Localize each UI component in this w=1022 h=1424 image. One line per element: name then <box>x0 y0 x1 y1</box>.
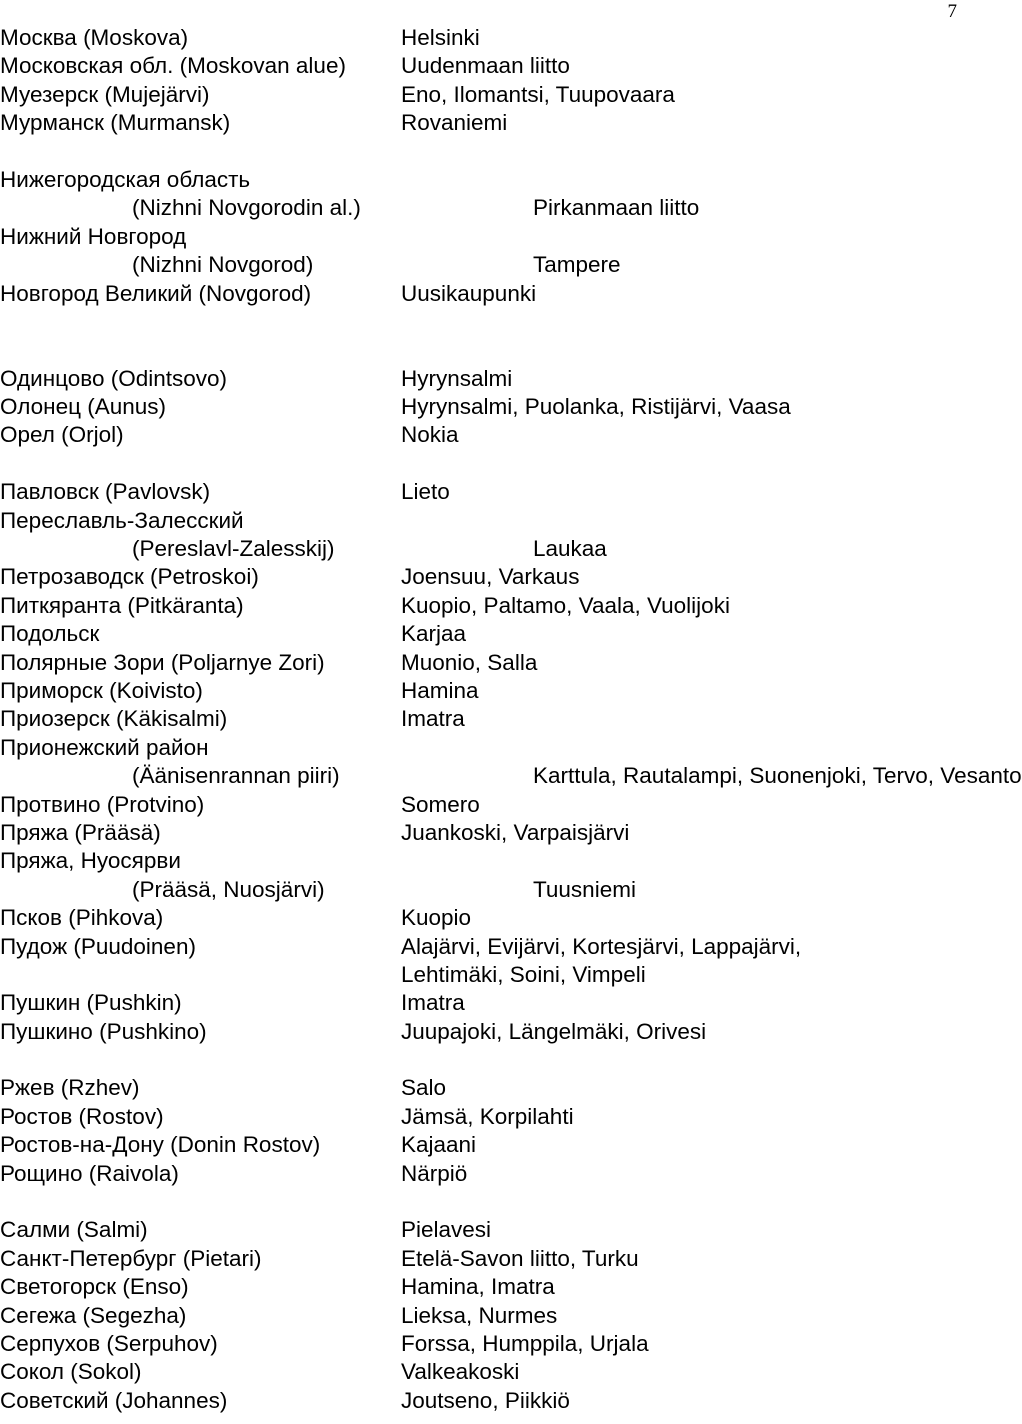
entry-row <box>0 1302 960 1330</box>
russian-place-name: Полярные Зори (Poljarnye Zori) <box>0 649 325 675</box>
finnish-municipalities: Imatra <box>401 990 465 1016</box>
russian-place-name: Протвино (Protvino) <box>0 791 205 817</box>
russian-place-name: Приозерск (Käkisalmi) <box>0 706 228 732</box>
entry-row <box>0 109 960 137</box>
entry-row <box>0 421 960 449</box>
russian-place-name: Пушкино (Pushkino) <box>0 1018 207 1044</box>
entry-row <box>0 1330 960 1358</box>
entry-group <box>0 24 960 138</box>
finnish-municipalities: Uusikaupunki <box>401 280 537 306</box>
russian-place-name: Сегежа (Segezha) <box>0 1302 187 1328</box>
entry-row <box>0 762 1022 790</box>
russian-place-name: Пряжа, Нуосярви <box>0 848 181 874</box>
entry-row <box>0 393 960 421</box>
entry-row <box>0 933 960 961</box>
finnish-municipalities: Etelä-Savon liitto, Turku <box>401 1245 639 1271</box>
finnish-municipalities: Nokia <box>401 422 459 448</box>
finnish-municipalities: Joutseno, Piikkiö <box>401 1387 570 1413</box>
finnish-municipalities <box>401 847 960 875</box>
russian-place-name: (Nizhni Novgorodin al.) <box>132 195 361 221</box>
entry-row <box>0 677 960 705</box>
entry-row <box>0 251 960 279</box>
finnish-municipalities: Pirkanmaan liitto <box>533 195 700 221</box>
finnish-municipalities <box>401 734 960 762</box>
russian-place-name: Сокол (Sokol) <box>0 1359 142 1385</box>
finnish-municipalities: Karttula, Rautalampi, Suonenjoki, Tervo, Vesanto <box>533 763 1022 789</box>
finnish-municipalities: Pielavesi <box>401 1217 492 1243</box>
russian-place-name: Ростов (Rostov) <box>0 1103 164 1129</box>
finnish-municipalities: Salo <box>401 1075 447 1101</box>
russian-place-name: Петрозаводск (Petroskoi) <box>0 564 259 590</box>
entry-group <box>0 1074 960 1188</box>
entry-row <box>0 1131 960 1159</box>
entry-row <box>0 1103 960 1131</box>
entry-row <box>0 1160 960 1188</box>
russian-place-name: Светогорск (Enso) <box>0 1274 189 1300</box>
finnish-municipalities: Helsinki <box>401 25 480 50</box>
finnish-municipalities: Kuopio, Paltamo, Vaala, Vuolijoki <box>401 592 730 618</box>
entry-row <box>0 563 960 591</box>
entry-row <box>0 592 960 620</box>
entry-row <box>0 961 960 989</box>
russian-place-name: Одинцово (Odintsovo) <box>0 365 228 391</box>
entry-row <box>0 1245 960 1273</box>
russian-place-name: Прионежский район <box>0 734 209 760</box>
finnish-municipalities <box>401 507 960 535</box>
group-spacer <box>0 138 960 166</box>
russian-place-name: Олонец (Aunus) <box>0 394 167 420</box>
entry-row <box>0 166 960 194</box>
finnish-municipalities: Kajaani <box>401 1132 477 1158</box>
entry-row <box>0 904 960 932</box>
entry-row <box>0 620 960 648</box>
entry-row <box>0 507 960 535</box>
finnish-municipalities: Närpiö <box>401 1160 468 1186</box>
entry-row <box>0 705 960 733</box>
finnish-municipalities: Hyrynsalmi <box>401 365 513 391</box>
entry-row <box>0 52 960 80</box>
russian-place-name: Пудож (Puudoinen) <box>0 933 196 959</box>
russian-place-name: (Äänisenrannan piiri) <box>132 763 340 789</box>
russian-place-name <box>0 961 401 989</box>
entry-group <box>0 166 960 308</box>
finnish-municipalities: Joensuu, Varkaus <box>401 564 580 590</box>
russian-place-name: Нижегородская область <box>0 166 251 192</box>
russian-place-name: Подольск <box>0 621 100 647</box>
russian-place-name: Пушкин (Pushkin) <box>0 990 182 1016</box>
entry-row <box>0 734 960 762</box>
finnish-municipalities: Lieto <box>401 479 450 505</box>
russian-place-name: (Pereslavl-Zalesskij) <box>132 536 335 562</box>
entry-row <box>0 280 960 308</box>
finnish-municipalities <box>401 166 960 194</box>
russian-place-name: Питкяранта (Pitkäranta) <box>0 592 244 618</box>
finnish-municipalities: Hamina, Imatra <box>401 1274 555 1300</box>
finnish-municipalities: Eno, Ilomantsi, Tuupovaara <box>401 81 675 107</box>
russian-place-name: Пряжа (Prääsä) <box>0 819 161 845</box>
entry-row <box>0 24 960 52</box>
russian-place-name: Московская обл. (Moskovan alue) <box>0 53 346 79</box>
russian-place-name: Орел (Orjol) <box>0 422 124 448</box>
finnish-municipalities: Hamina <box>401 678 479 703</box>
entry-row <box>0 1273 960 1301</box>
russian-place-name: Советский (Johannes) <box>0 1387 228 1413</box>
entry-row <box>0 535 960 563</box>
entry-group <box>0 365 960 450</box>
finnish-municipalities: Juupajoki, Längelmäki, Orivesi <box>401 1018 707 1044</box>
entry-row <box>0 1074 960 1102</box>
finnish-municipalities: Alajärvi, Evijärvi, Kortesjärvi, Lappajärvi, <box>401 933 802 959</box>
russian-place-name: Серпухов (Serpuhov) <box>0 1330 218 1356</box>
entry-group <box>0 1216 960 1415</box>
finnish-municipalities: Laukaa <box>533 536 607 562</box>
page-number: 7 <box>947 1 957 22</box>
russian-place-name: (Nizhni Novgorod) <box>132 252 314 278</box>
russian-place-name: Павловск (Pavlovsk) <box>0 479 211 505</box>
russian-place-name: Ржев (Rzhev) <box>0 1075 140 1101</box>
group-spacer <box>0 1046 960 1074</box>
entry-row <box>0 1216 960 1244</box>
finnish-municipalities: Karjaa <box>401 621 467 647</box>
finnish-municipalities: Valkeakoski <box>401 1359 520 1385</box>
russian-place-name: (Prääsä, Nuosjärvi) <box>132 876 325 902</box>
finnish-municipalities: Tampere <box>533 252 621 278</box>
finnish-municipalities: Tuusniemi <box>533 876 636 902</box>
entry-row <box>0 847 960 875</box>
entry-row <box>0 791 960 819</box>
entry-row <box>0 819 960 847</box>
finnish-municipalities: Forssa, Humppila, Urjala <box>401 1330 649 1356</box>
russian-place-name: Переславль-Залесский <box>0 507 244 533</box>
entry-row <box>0 1018 960 1046</box>
group-spacer <box>0 308 960 365</box>
finnish-municipalities: Uudenmaan liitto <box>401 53 570 79</box>
entry-group <box>0 478 1022 1046</box>
finnish-municipalities: Lehtimäki, Soini, Vimpeli <box>401 961 646 987</box>
finnish-municipalities: Kuopio <box>401 905 472 931</box>
finnish-municipalities: Imatra <box>401 706 465 732</box>
entry-row <box>0 649 960 677</box>
russian-place-name: Нижний Новгород <box>0 223 187 249</box>
group-spacer <box>0 1188 960 1216</box>
entry-row <box>0 81 960 109</box>
russian-place-name: Рощино (Raivola) <box>0 1160 179 1186</box>
finnish-municipalities: Jämsä, Korpilahti <box>401 1103 574 1129</box>
russian-place-name: Псков (Pihkova) <box>0 905 164 931</box>
russian-place-name: Санкт-Петербург (Pietari) <box>0 1245 262 1271</box>
entry-row <box>0 223 960 251</box>
group-spacer <box>0 450 960 478</box>
finnish-municipalities: Rovaniemi <box>401 110 508 136</box>
russian-place-name: Муезерск (Mujejärvi) <box>0 81 210 107</box>
entry-row <box>0 1358 960 1386</box>
finnish-municipalities: Somero <box>401 791 480 817</box>
finnish-municipalities: Hyrynsalmi, Puolanka, Ristijärvi, Vaasa <box>401 394 791 420</box>
entry-row <box>0 876 960 904</box>
entry-row <box>0 989 960 1017</box>
entry-row <box>0 1387 960 1415</box>
finnish-municipalities: Muonio, Salla <box>401 649 538 675</box>
russian-place-name: Москва (Moskova) <box>0 25 189 50</box>
russian-place-name: Новгород Великий (Novgorod) <box>0 280 312 306</box>
russian-place-name: Мурманск (Murmansk) <box>0 110 231 136</box>
entry-row <box>0 365 960 393</box>
russian-place-name: Ростов-на-Дону (Donin Rostov) <box>0 1132 321 1158</box>
entry-row <box>0 478 960 506</box>
place-name-list <box>0 24 1022 1415</box>
entry-row <box>0 194 960 222</box>
finnish-municipalities: Lieksa, Nurmes <box>401 1302 558 1328</box>
finnish-municipalities: Juankoski, Varpaisjärvi <box>401 819 630 845</box>
russian-place-name: Приморск (Koivisto) <box>0 678 203 703</box>
russian-place-name: Салми (Salmi) <box>0 1217 148 1243</box>
finnish-municipalities <box>401 223 960 251</box>
